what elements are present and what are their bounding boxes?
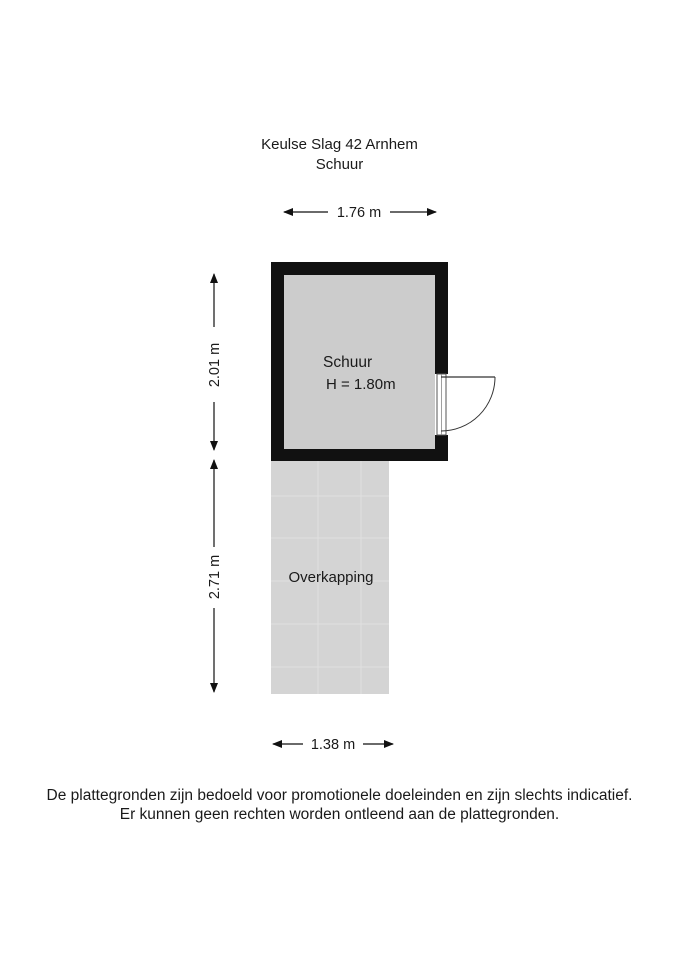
address-title: Keulse Slag 42 Arnhem <box>261 136 418 153</box>
floor-title: Schuur <box>315 156 364 173</box>
dimension-shed-width <box>284 205 436 221</box>
dimension-canopy-depth <box>207 460 223 692</box>
disclaimer-line-1: De plattegronden zijn bedoeld voor promotionele doeleinden en zijn slechts indicatief. <box>46 787 633 804</box>
dimension-label: 1.38 m <box>310 737 356 753</box>
dimension-canopy-width <box>273 737 393 753</box>
room-height-label: H = 1.80m <box>326 376 396 393</box>
dimension-label: 2.01 m <box>207 342 223 388</box>
dimension-label: 1.76 m <box>336 205 382 221</box>
dimension-shed-depth <box>207 274 223 450</box>
room-label-schuur: Schuur <box>323 354 373 371</box>
disclaimer-line-2: Er kunnen geen rechten worden ontleend aan de plattegronden. <box>119 806 560 823</box>
dimension-label: 2.71 m <box>207 554 223 600</box>
room-label-overkapping: Overkapping <box>288 569 374 586</box>
shed-door <box>435 374 495 435</box>
